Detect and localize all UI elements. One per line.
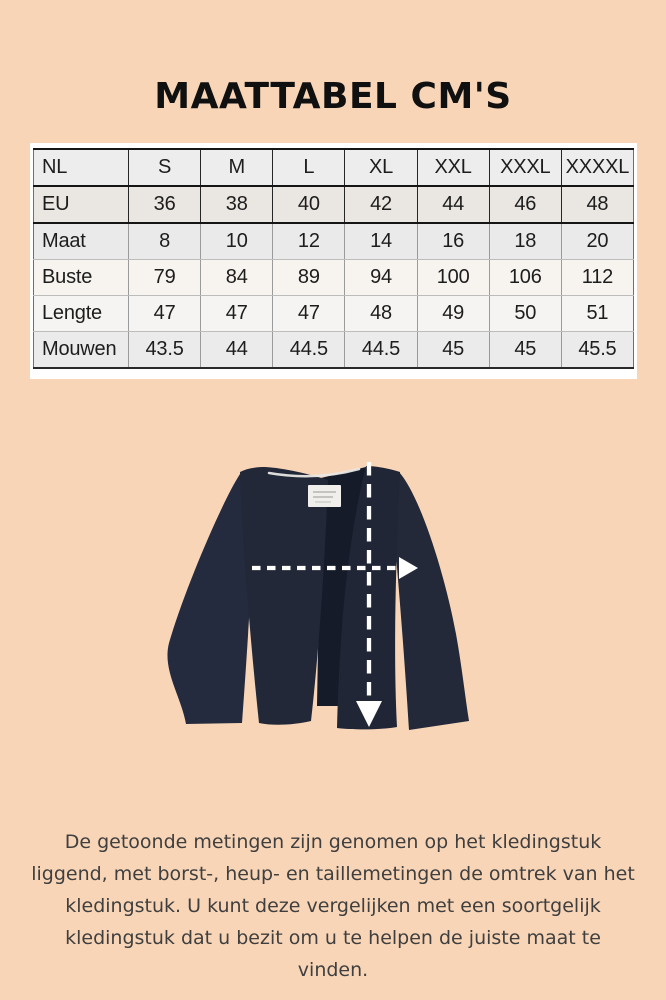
size-table (30, 143, 637, 379)
size-row-label: Buste (34, 260, 129, 296)
measurement-note: De getoonde metingen zijn genomen op het kledingstuk liggend, met borst-, heup- en taillemetingen de omtrek van het kledingstuk. U kunt deze vergelijken met een soortgelijk kledingstuk dat u bezit om u te helpen de juiste maat te vinden. (31, 831, 635, 981)
size-cell: 79 (129, 260, 201, 296)
size-cell: 112 (561, 260, 633, 296)
size-col-header: S (129, 149, 201, 186)
size-col-header: L (273, 149, 345, 186)
garment-figure (123, 438, 543, 768)
size-cell: 20 (561, 223, 633, 260)
size-table-corner-header: NL (34, 149, 129, 186)
size-cell: 44 (417, 186, 489, 223)
size-col-header: XL (345, 149, 417, 186)
size-cell: 18 (489, 223, 561, 260)
size-cell: 40 (273, 186, 345, 223)
size-cell: 45 (417, 332, 489, 369)
size-cell: 51 (561, 296, 633, 332)
size-cell: 45 (489, 332, 561, 369)
size-cell: 42 (345, 186, 417, 223)
size-cell: 100 (417, 260, 489, 296)
size-cell: 47 (201, 296, 273, 332)
size-cell: 94 (345, 260, 417, 296)
page-title: MAATTABEL CM'S (154, 76, 512, 117)
size-row-label: EU (34, 186, 129, 223)
size-cell: 48 (345, 296, 417, 332)
size-col-header: XXXL (489, 149, 561, 186)
size-cell: 14 (345, 223, 417, 260)
care-label (308, 485, 341, 507)
size-cell: 47 (273, 296, 345, 332)
size-cell: 50 (489, 296, 561, 332)
size-row-label: Mouwen (34, 332, 129, 369)
size-cell: 47 (129, 296, 201, 332)
size-col-header: M (201, 149, 273, 186)
size-cell: 84 (201, 260, 273, 296)
size-cell: 16 (417, 223, 489, 260)
size-cell: 44 (201, 332, 273, 369)
size-table-el (33, 148, 634, 369)
size-cell: 44.5 (273, 332, 345, 369)
size-col-header: XXXXL (561, 149, 633, 186)
size-cell: 36 (129, 186, 201, 223)
size-cell: 38 (201, 186, 273, 223)
size-cell: 8 (129, 223, 201, 260)
size-row-label: Lengte (34, 296, 129, 332)
size-cell: 106 (489, 260, 561, 296)
size-col-header: XXL (417, 149, 489, 186)
size-cell: 48 (561, 186, 633, 223)
size-cell: 12 (273, 223, 345, 260)
size-row-label: Maat (34, 223, 129, 260)
size-cell: 10 (201, 223, 273, 260)
size-cell: 45.5 (561, 332, 633, 369)
size-cell: 89 (273, 260, 345, 296)
size-cell: 44.5 (345, 332, 417, 369)
size-cell: 49 (417, 296, 489, 332)
size-cell: 46 (489, 186, 561, 223)
size-cell: 43.5 (129, 332, 201, 369)
